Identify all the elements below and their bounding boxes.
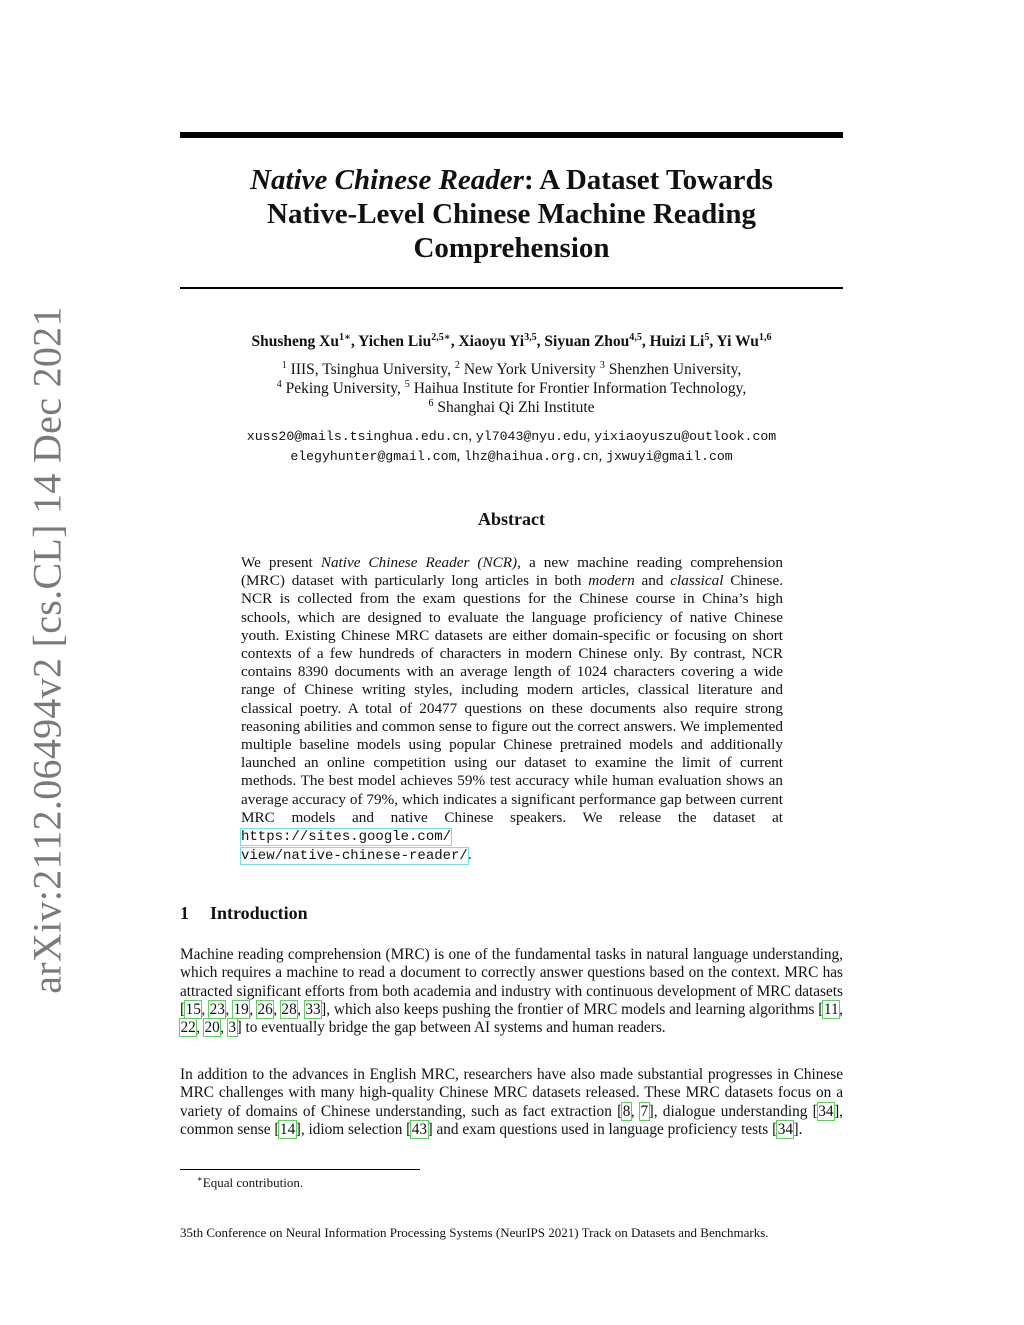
author: Yi Wu$^{1,6}$ (716, 331, 772, 350)
citation-link[interactable]: 15 (185, 1000, 201, 1018)
email: lhz@haihua.org.cn (464, 448, 599, 464)
abstract-heading: Abstract (478, 509, 545, 529)
affiliations (180, 360, 843, 417)
author: Yichen Liu$^{2,5∗}$, (358, 331, 459, 350)
affiliation-line: $^1$ IIIS, Tsinghua University, $^2$ New York University $^3$ Shenzhen University, (281, 359, 742, 378)
intro-paragraph-2: In addition to the advances in English MRC, researchers have also made substantial progresses in Chinese MRC challenges with many high-quality Chinese MRC datasets released. These MRC datasets focus on a variety of domains of Chinese understanding, such as fact extraction [8, 7], dialogue understanding [34], common sense [14], idiom selection [43] and exam questions used in language proficiency tests [34]. (180, 1066, 843, 1138)
author: Huizi Li$^5$, (649, 331, 717, 350)
title-italic: Native Chinese Reader (250, 164, 524, 196)
title-top-rule (180, 132, 843, 138)
citation-link[interactable]: 11 (823, 1000, 839, 1018)
author-emails (180, 427, 843, 466)
email: elegyhunter@gmail.com (290, 448, 457, 464)
arxiv-id: arXiv:2112.06494v2 [cs.CL] 14 Dec 2021 (24, 306, 70, 994)
author-list (180, 331, 843, 353)
citation-link[interactable]: 22 (180, 1019, 196, 1037)
dataset-url-link[interactable]: https://sites.google.com/ view/native-chinese-reader/ (241, 829, 468, 865)
intro-paragraph-1: Machine reading comprehension (MRC) is one of the fundamental tasks in natural language understanding, which requires a machine to read a document to correctly answer questions based on the context. MRC has attracted significant efforts from both academia and industry with continuous development of MRC datasets [15, 23, 19, 26, 28, 33], which also keeps pushing the frontier of MRC models and learning algorithms [11, 22, 20, 3] to eventually bridge the gap between AI systems and human readers. (180, 946, 843, 1037)
citation-link[interactable]: 34 (777, 1120, 793, 1138)
citation-link[interactable]: 7 (640, 1102, 649, 1120)
citation-link[interactable]: 14 (279, 1120, 296, 1138)
venue-footer: 35th Conference on Neural Information Processing Systems (NeurIPS 2021) Track on Datasets and Benchmarks. (180, 1225, 769, 1240)
affiliation-line: $^4$ Peking University, $^5$ Haihua Institute for Frontier Information Technology, (276, 378, 747, 397)
citation-link[interactable]: 28 (281, 1000, 297, 1018)
citation-link[interactable]: 19 (233, 1000, 249, 1018)
citation-link[interactable]: 20 (204, 1019, 220, 1037)
email: yixiaoyuszu@outlook.com (594, 429, 777, 444)
email-line: elegyhunter@gmail.com, lhz@haihua.org.cn, jxwuyi@gmail.com (290, 447, 733, 464)
citation-link[interactable]: 33 (305, 1000, 321, 1018)
title-line2: Native-Level Chinese Machine Reading (267, 198, 756, 230)
affiliation-line: $^6$ Shanghai Qi Zhi Institute (428, 397, 595, 416)
citation-link[interactable]: 23 (209, 1000, 225, 1018)
author: Shusheng $Xu^{1∗}$, (251, 331, 359, 350)
arxiv-stamp (18, 306, 76, 994)
title-bottom-rule (180, 287, 843, 289)
citation-link[interactable]: 26 (257, 1000, 273, 1018)
citation-link[interactable]: 3 (228, 1019, 237, 1037)
email: jxwuyi@gmail.com (606, 448, 733, 464)
citation-link[interactable]: 43 (411, 1120, 428, 1138)
email: xuss20@mails.tsinghua.edu.cn (246, 429, 469, 444)
footnote: ∗Equal contribution. (197, 1173, 304, 1190)
title-line3: Comprehension (413, 232, 610, 264)
footnote-rule (180, 1169, 420, 1170)
abstract-body: We present Native Chinese Reader (NCR), a new machine reading comprehension (MRC) dataset with particularly long articles in both modern and classical Chinese. NCR is collected from the exam questions for the Chinese course in China’s high schools, which are designed to evaluate the language proficiency of native Chinese youth. Existing Chinese MRC datasets are either domain-specific or focusing on short contexts of a few hundreds of characters in modern Chinese only. By contrast, NCR contains 8390 documents with an average length of 1024 characters covering a wide range of Chinese writing styles, including modern articles, classical literature and classical poetry. A total of 20477 questions on these documents also require strong reasoning abilities and common sense to figure out the correct answers. We implemented multiple baseline models using popular Chinese pretrained models and additionally launched an online competition using our dataset to examine the limit of current methods. The best model achieves 59% test accuracy while human evaluation shows an average accuracy of 79%, which indicates a significant performance gap between current MRC models and native Chinese speakers. We release the dataset at https://sites.google.com/ view/native-chinese-reader/. (241, 554, 783, 865)
title-rest-line1: : A Dataset Towards (523, 164, 773, 196)
email-line: xuss20@mails.tsinghua.edu.cn, yl7043@nyu.edu, yixiaoyuszu@outlook.com (246, 428, 777, 444)
email: yl7043@nyu.edu (475, 429, 587, 444)
author: Xiaoyu Yi$^{3,5}$, (458, 331, 545, 350)
paper-title (180, 163, 843, 265)
citation-link[interactable]: 8 (622, 1102, 631, 1120)
citation-link[interactable]: 34 (818, 1102, 834, 1120)
author: Siyuan Zhou$^{4,5}$, (544, 331, 650, 350)
section-heading-introduction: 1 Introduction (180, 903, 308, 923)
